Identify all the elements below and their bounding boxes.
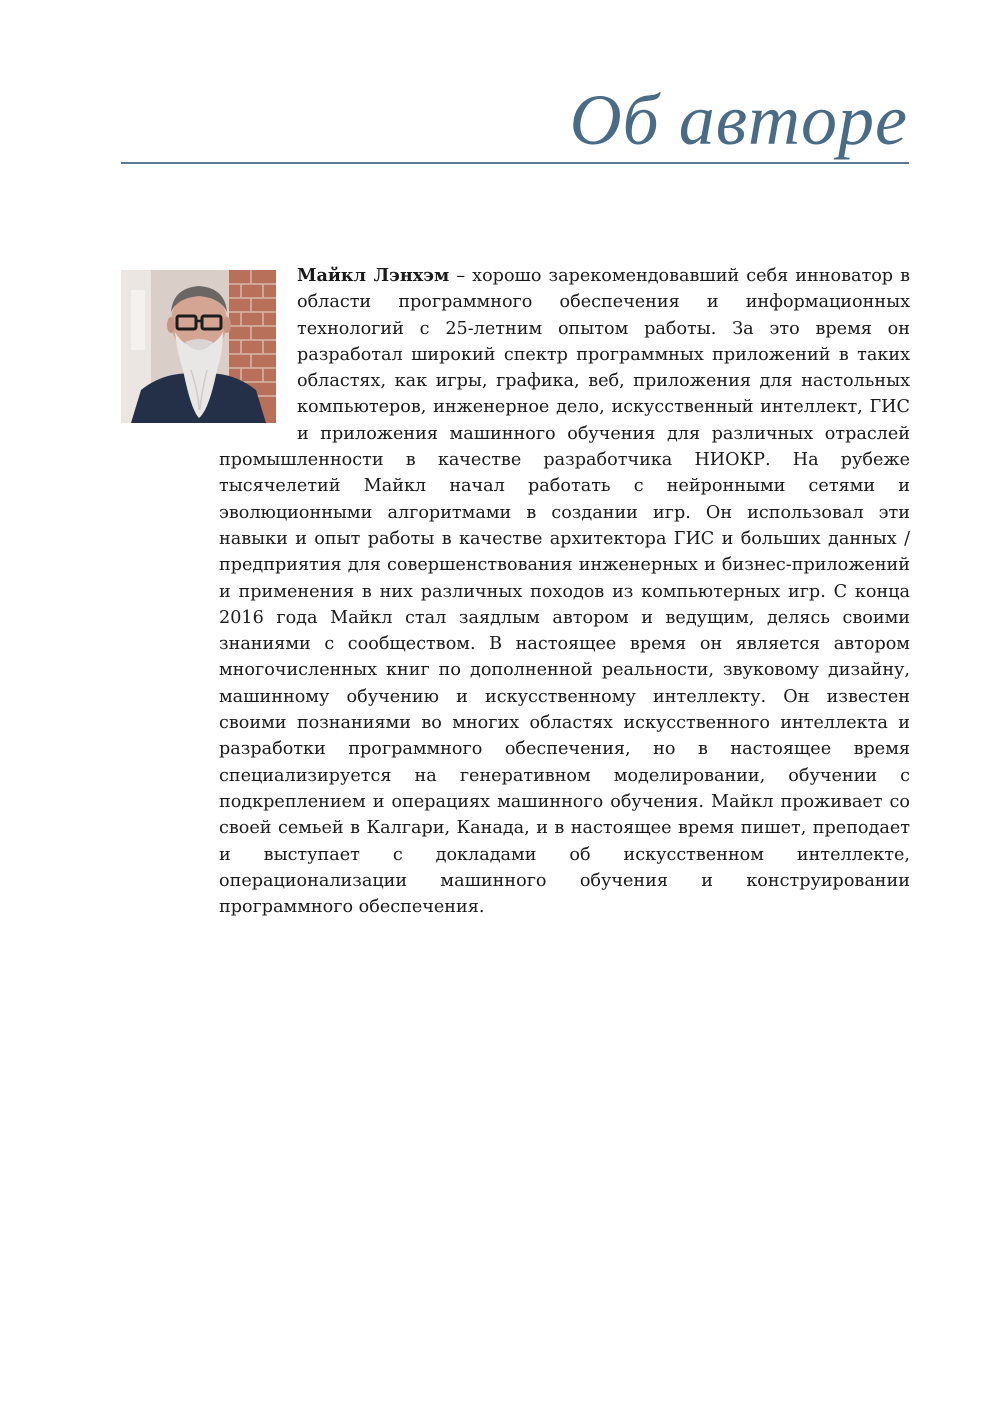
author-name: Майкл Лэнхэм (297, 265, 450, 286)
author-bio (219, 263, 910, 920)
page-title: Об авторе (569, 80, 908, 160)
title-divider (121, 162, 909, 164)
author-bio-text: – хорошо зарекомендовавший себя инноватор в области программного обеспечения и информационных технологий с 25-летним опытом работы. За это время он разработал широкий спектр программных приложений в таких областях, как игры, графика, веб, приложения для настольных компьютеров, инженерное дело, искусственный интеллект, ГИС и приложения машинного обучения для различных отраслей промышленности в качестве разработчика НИОКР. На рубеже тысячелетий Майкл начал работать с нейронными сетями и эволюционными алгоритмами в создании игр. Он использовал эти навыки и опыт работы в качестве архитектора ГИС и больших данных / предприятия для совершенствования инженерных и бизнес-приложений и применения в них различных походов из компьютерных игр. С конца 2016 года Майкл стал заядлым автором и ведущим, делясь своими знаниями с сообществом. В настоящее время он является автором многочисленных книг по дополненной реальности, звуковому дизайну, машинному обучению и искусственному интеллекту. Он известен своими познаниями во многих областях искусственного интеллекта и разработки программного обеспечения, но в настоящее время специализируется на генеративном моделировании, обучении с подкреплением и операциях машинного обучения. Майкл проживает со своей семьей в Калгари, Канада, и в настоящее время пишет, преподает и выступает с докладами об искусственном интеллекте, операционализации машинного обучения и конструировании программного обеспечения. (219, 266, 911, 918)
photo-wrap-spacer (121, 263, 297, 438)
